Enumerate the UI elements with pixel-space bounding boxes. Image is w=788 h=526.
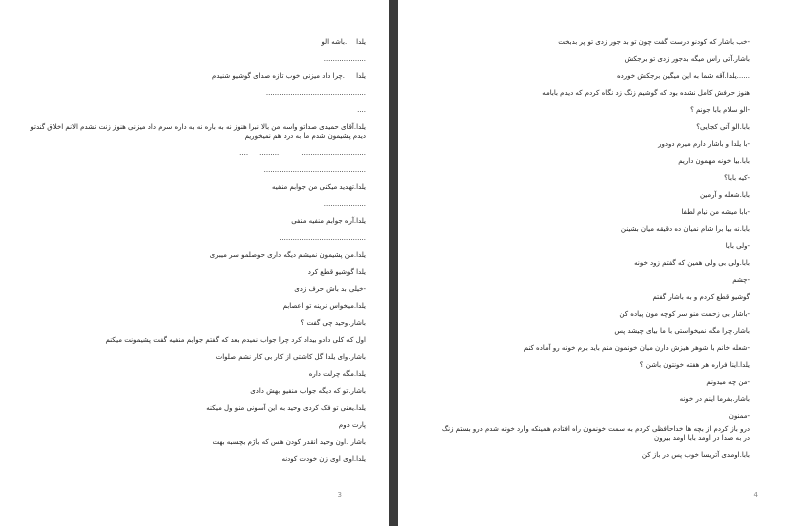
document-page-left (0, 0, 389, 526)
text-line: -با یلدا و باشار دارم میرم دودور (658, 140, 750, 148)
text-line: یلدا.یعنی تو فک کردی وحید به این آسونی منو ول میکنه (206, 404, 366, 412)
text-line: -ممنون (728, 412, 750, 420)
text-line: اول که کلی دادو بیداد کرد چرا جواب نمیدم بعد که گفتم جوابم منفیه گفت پشیمونت میکنم (105, 336, 366, 344)
text-line: .... (357, 106, 366, 114)
text-line: -خیلی بد باش حرف زدی (294, 285, 366, 293)
text-line: یلدا.آقای حمیدی صداتو واسه من بالا نبرا هنوز نه به باره نه به داره سرم داد میزنی هنوز زنت نشدم الانم اخلاق گندتو دیدم پشیمون شدم ما به درد هم نمیخوریم (28, 123, 366, 140)
text-line: -من چه میدونم (706, 378, 750, 386)
page-text-column (438, 38, 750, 460)
text-line: باشار .اون وحید انقدر کودن هس که باژم بچسبه بهت (212, 438, 366, 446)
text-line: باشار.تو که دیگه جواب منفیو بهش دادی (250, 387, 366, 395)
text-line: یلدا.اینا فراره هر هفته خونتون باشن ؟ (639, 361, 750, 369)
page-number: 4 (753, 491, 758, 499)
text-line: ............................. ......... .... (239, 149, 366, 157)
text-line: ................... (323, 55, 366, 63)
text-line: یلدا.اوی اوی زن خودت کودنه (281, 455, 366, 463)
page-divider (389, 0, 398, 526)
text-line: باشار.وحید چی گفت ؟ (300, 319, 366, 327)
text-line: ......یلدا.آقه شما به این میگین برجکش خورده (616, 72, 750, 80)
text-line: باشار.چرا مگه نمیخواستی با ما بیای چیشد پس (614, 327, 750, 335)
text-line: -چشم (732, 276, 750, 284)
text-line: -الو سلام بابا جونم ؟ (690, 106, 750, 114)
text-line: بابا.نه بیا برا شام نمیان ده دقیقه میان بشینن (620, 225, 750, 233)
text-line: بابا.بیا خونه مهمون داریم (678, 157, 750, 165)
text-line: -بابا میشه من نیام لطفا (681, 208, 750, 216)
text-line: بابا.الو آتی کجایی؟ (696, 123, 750, 131)
text-line: ............................................. (265, 89, 366, 97)
text-line: ................... (323, 200, 366, 208)
text-line: -ولی بابا (725, 242, 750, 250)
text-line: بابا.شعله و آرمین (699, 191, 750, 199)
text-line: درو باز کردم از بچه ها خداحافظی کردم به سمت خونمون راه افتادم همینکه وارد خونه شدم درو بستم زنگ در به صدا در اومد بابا اومد بیرون (439, 425, 750, 442)
text-line: -شعله خانم با شوهر هیزش دارن میان خونمون منم باید برم خونه رو آماده کنم (523, 344, 750, 352)
document-page-right (398, 0, 788, 526)
text-line: یلدا.آره جوابم منفیه منفی (291, 217, 366, 225)
text-line: -کیه بابا؟ (724, 174, 750, 182)
text-line: باشار.آتی راس میگه بدجور زدی تو برجکش (624, 55, 750, 63)
text-line: گوشیو قطع کردم و به باشار گفتم (652, 293, 750, 301)
text-line: پارت دوم (338, 421, 366, 429)
text-line: .............................................. (263, 166, 366, 174)
text-line: یلدا.میخواس نرینه تو اعصابم (282, 302, 366, 310)
text-line: یلدا.مگه چرلت داره (308, 370, 366, 378)
text-line: یلدا .چرا داد میزنی خوب تازه صدای گوشیو شنیدم (212, 72, 366, 80)
text-line: -خب باشار که کودنو درست گفت چون تو بد جور زدی تو پر بدبخت (558, 38, 750, 46)
text-line: یلدا.تهدید میکنی من جوابم منفیه (272, 183, 366, 191)
text-line: -باشار بی زحمت منو سر کوچه مون پیاده کن (619, 310, 750, 318)
text-line: بابا.ولی بی ولی همین که گفتم زود خونه (634, 259, 750, 267)
text-line: ....................................... (279, 234, 366, 242)
text-line: یلدا.من پشیمون نمیشم دیگه داری حوصلمو سر میبری (209, 251, 366, 259)
page-number: 3 (337, 491, 342, 499)
page-text-column (30, 38, 366, 464)
text-line: هنوز حرفش کامل نشده بود که گوشیم زنگ زد نگاه کردم که دیدم بابامه (542, 89, 750, 97)
text-line: باشار.بفرما اینم در خونه (679, 395, 750, 403)
text-line: بابا.اومدی آتریسا خوب پس در باز کن (641, 451, 750, 459)
text-line: یلدا گوشیو قطع کرد (307, 268, 366, 276)
text-line: باشار.وای یلدا گل کاشتی از کار بی کار نشم صلوات (215, 353, 366, 361)
text-line: یلدا .باشه الو (321, 38, 366, 46)
